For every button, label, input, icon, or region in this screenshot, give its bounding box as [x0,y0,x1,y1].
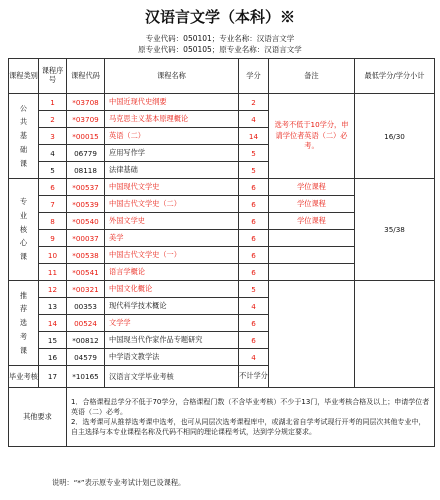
table-row [9,94,435,111]
cell-seq: 2 [39,111,67,128]
cell-name: 文学学 [105,315,239,332]
cell-credit: 4 [239,111,269,128]
cell-name: 汉语言文学毕业考核 [105,366,239,388]
cell-credit: 6 [239,315,269,332]
requirement-item-2: 2．选考课可从推荐选考课中选考，也可从同层次选考课程库中，或湖北省自学考试现行开考的同层次其他专业中，自主选择与本专业课程名称及代码不相同的理论课程考试，达到学分规定要求。 [71,418,426,437]
remark-degree-course: 学位课程 [269,213,355,230]
cell-credit: 6 [239,213,269,230]
requirements-row [9,388,435,447]
category-core: 专 业 核 心 课 [9,179,39,281]
cell-name: 应用写作学 [105,145,239,162]
category-public: 公 共 基 础 课 [9,94,39,179]
cell-seq: 6 [39,179,67,196]
old-major-code-line: 原专业代码：050105；原专业名称：汉语言文学 [138,45,302,54]
cell-credit: 5 [239,162,269,179]
course-table [8,58,435,447]
cell-code: *00539 [67,196,105,213]
cell-name: 中学语文教学法 [105,349,239,366]
table-row [9,281,435,298]
cell-code: *10165 [67,366,105,388]
cell-name: 美学 [105,230,239,247]
remark-degree-course: 学位课程 [269,196,355,213]
cell-name: 中国古代文学史（一） [105,247,239,264]
cell-code: *00037 [67,230,105,247]
cell-seq: 5 [39,162,67,179]
cell-name: 中国文化概论 [105,281,239,298]
cell-name: 外国文学史 [105,213,239,230]
cell-credit: 不计学分 [239,366,269,388]
header-remark: 备注 [269,59,355,94]
header-category: 课程类别 [9,59,39,94]
cell-seq: 3 [39,128,67,145]
cell-credit: 6 [239,247,269,264]
remark-empty [269,264,355,281]
header-credit: 学分 [239,59,269,94]
cell-name: 马克思主义基本原理概论 [105,111,239,128]
cell-code: *00540 [67,213,105,230]
cell-seq: 4 [39,145,67,162]
cell-name: 英语（二） [105,128,239,145]
cell-code: 08118 [67,162,105,179]
cell-credit: 5 [239,145,269,162]
cell-seq: 12 [39,281,67,298]
remark-empty [269,281,355,388]
credit-total-empty [355,281,435,388]
cell-credit: 6 [239,230,269,247]
cell-code: 00353 [67,298,105,315]
requirement-item-1: 1．合格课程总学分不低于70学分，合格课程门数（不含毕业考核）不少于13门，毕业考核合格及以上；申请学位者英语（二）必考。 [71,397,430,416]
cell-code: 04579 [67,349,105,366]
cell-code: *00537 [67,179,105,196]
cell-credit: 6 [239,179,269,196]
cell-seq: 7 [39,196,67,213]
major-code-line: 专业代码：050101；专业名称：汉语言文学 [145,34,295,43]
header-name: 课程名称 [105,59,239,94]
cell-code: *03709 [67,111,105,128]
requirements-label: 其他要求 [9,388,67,447]
cell-name: 语言学概论 [105,264,239,281]
cell-seq: 14 [39,315,67,332]
cell-name: 中国近现代史纲要 [105,94,239,111]
cell-name: 中国现当代作家作品专题研究 [105,332,239,349]
remark-empty [269,230,355,247]
cell-code: *03708 [67,94,105,111]
remark-empty [269,247,355,264]
cell-code: *00015 [67,128,105,145]
cell-credit: 6 [239,196,269,213]
remark-public: 选考不低于10学分，申请学位者英语（二）必考。 [269,94,355,179]
cell-credit: 5 [239,281,269,298]
cell-code: *00541 [67,264,105,281]
cell-seq: 16 [39,349,67,366]
header-seq: 课程序号 [39,59,67,94]
header-min-credit: 最低学分/学分小计 [355,59,435,94]
cell-seq: 1 [39,94,67,111]
cell-credit: 4 [239,349,269,366]
table-row [9,179,435,196]
cell-seq: 8 [39,213,67,230]
cell-credit: 2 [239,94,269,111]
cell-credit: 6 [239,332,269,349]
header-row [9,59,435,94]
cell-code: *00321 [67,281,105,298]
credit-total-core: 35/38 [355,179,435,281]
cell-seq: 10 [39,247,67,264]
cell-name: 法律基础 [105,162,239,179]
cell-code: *00812 [67,332,105,349]
page-title: 汉语言文学（本科）※ [144,8,295,26]
cell-seq: 17 [39,366,67,388]
cell-seq: 9 [39,230,67,247]
category-graduation: 毕业考核 [9,366,39,388]
header-code: 课程代码 [67,59,105,94]
remark-degree-course: 学位课程 [269,179,355,196]
cell-code: *00538 [67,247,105,264]
cell-code: 06779 [67,145,105,162]
cell-name: 中国现代文学史 [105,179,239,196]
cell-credit: 6 [239,264,269,281]
cell-seq: 13 [39,298,67,315]
credit-total-public: 16/30 [355,94,435,179]
category-recommended: 推 荐 选 考 课 [9,281,39,366]
cell-name: 现代科学技术概论 [105,298,239,315]
cell-name: 中国古代文学史（二） [105,196,239,213]
cell-credit: 14 [239,128,269,145]
requirements-text [67,388,435,447]
footnote: 说明：“*”表示原专业考试计划已设课程。 [52,478,186,487]
cell-code: 00524 [67,315,105,332]
cell-seq: 15 [39,332,67,349]
cell-seq: 11 [39,264,67,281]
cell-credit: 4 [239,298,269,315]
